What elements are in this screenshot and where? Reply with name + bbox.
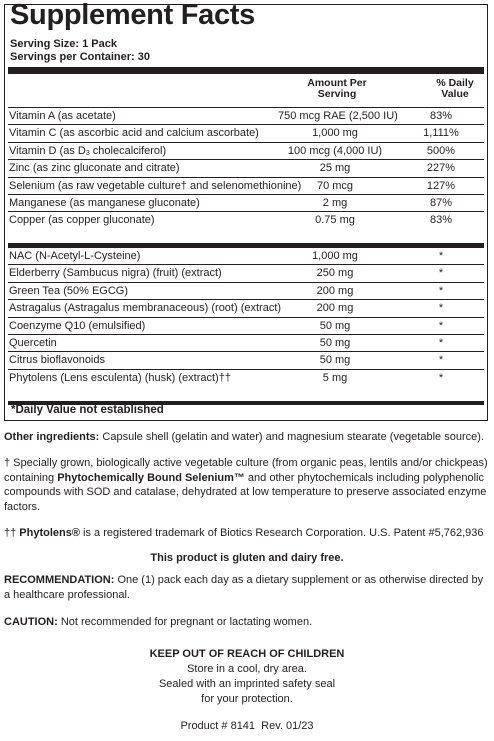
nutrient-row (8, 177, 484, 195)
supplement-facts-panel (4, 0, 488, 421)
dagger-text-start: † Specially grown, biologically active vegetable culture (from organic peas, lentils and/or chickpeas) containing (4, 457, 488, 484)
nutrient-daily-value: * (438, 354, 444, 367)
nutrient-daily-value: * (438, 371, 444, 384)
ddagger-text: is a registered trademark of Biotics Research Corporation. U.S. Patent #5,762,936 (79, 527, 484, 539)
nutrient-daily-value: 83% (429, 110, 453, 122)
recommendation-text: One (1) pack each day as a dietary supplement or as otherwise directed by a healthcare professional. (4, 574, 484, 601)
nutrient-amount: 70 mcg (316, 179, 354, 192)
amount-per-serving-header (297, 78, 377, 100)
nutrient-daily-value: 87% (429, 197, 453, 209)
serving-size: Serving Size: 1 Pack (10, 38, 117, 50)
amount-header-line2: Serving (317, 88, 357, 100)
nutrient-amount: 50 mg (319, 337, 351, 349)
servings-per-container: Servings per Container: 30 (10, 51, 150, 63)
recommendation (4, 573, 490, 602)
nutrient-name: Vitamin D (as $D_3$ cholecalciferol) (9, 144, 167, 157)
keep-out-of-reach-heading: KEEP OUT OF REACH OF CHILDREN (149, 648, 345, 660)
storage-line-2: Sealed with an imprinted safety seal (158, 678, 336, 690)
nutrient-name: Quercetin (9, 337, 57, 349)
caution (4, 615, 490, 630)
dagger-bold: Phytochemically Bound Selenium™ (57, 471, 245, 484)
nutrient-name: NAC (N-Acetyl-L-Cysteine) (9, 250, 141, 262)
nutrient-name: Vitamin C (as ascorbic acid and calcium ascorbate) (9, 127, 259, 140)
storage-line-1: Store in a cool, dry area. (187, 663, 307, 675)
nutrient-name: Coenzyme Q10 (emulsified) (9, 319, 146, 332)
nutrient-amount: 25 mg (319, 162, 351, 175)
nutrient-amount: 2 mg (322, 197, 348, 209)
nutrient-amount: 1,000 mg (312, 250, 358, 262)
nutrient-row (8, 107, 484, 125)
nutrient-row (8, 282, 484, 300)
nutrient-name: Phytolens (Lens esculenta) (husk) (extract)†† (9, 371, 231, 384)
nutrient-daily-value: 500% (426, 144, 456, 157)
recommendation-label: RECOMMENDATION: (4, 574, 115, 586)
nutrient-amount: 50 mg (319, 354, 351, 367)
nutrient-name: Copper (as copper gluconate) (9, 214, 155, 227)
nutrient-name: Elderberry (Sambucus nigra) (fruit) (extract) (9, 267, 222, 280)
nutrient-amount: 1,000 mg (312, 127, 358, 140)
nutrient-amount: 250 mg (316, 267, 354, 280)
nutrient-row (8, 317, 484, 335)
product-number-revision: Product # 8141 Rev. 01/23 (180, 720, 314, 732)
thick-divider (8, 67, 484, 74)
caution-text: Not recommended for pregnant or lactating women. (57, 616, 313, 628)
nutrient-row (8, 211, 484, 229)
nutrient-daily-value: * (438, 302, 444, 315)
nutrient-daily-value: 83% (429, 214, 453, 227)
nutrient-amount: 0.75 mg (315, 214, 355, 227)
ddagger-bold: Phytolens® (19, 527, 80, 539)
dv-header-line1: % Daily (436, 77, 474, 89)
nutrient-name: Green Tea (50% EGCG) (9, 284, 129, 297)
nutrient-row (8, 194, 484, 212)
nutrient-amount: 750 mcg RAE (2,500 IU) (278, 110, 398, 122)
other-ingredients-text: Capsule shell (gelatin and water) and magnesium stearate (vegetable source). (99, 431, 484, 443)
nutrient-daily-value: 1,111% (423, 127, 459, 140)
panel-title: Supplement Facts (10, 0, 255, 31)
caution-label: CAUTION: (4, 616, 58, 628)
nutrient-row (8, 142, 484, 160)
nutrient-daily-value: * (438, 250, 444, 262)
nutrient-name: Manganese (as manganese gluconate) (9, 197, 200, 209)
nutrient-daily-value: 227% (426, 162, 456, 175)
nutrient-row (8, 334, 484, 352)
nutrient-amount: 100 mcg (4,000 IU) (287, 144, 383, 157)
nutrient-amount: 200 mg (316, 284, 354, 297)
ddagger-mark: †† (4, 527, 20, 539)
nutrient-row (8, 351, 484, 369)
nutrient-daily-value: * (438, 337, 444, 349)
dagger-footnote (4, 456, 490, 514)
nutrient-name: Citrus bioflavonoids (9, 354, 105, 367)
nutrient-daily-value: 127% (426, 179, 456, 192)
nutrient-name: Vitamin A (as acetate) (9, 110, 116, 122)
dagger-text-end: and other phytochemicals including polyphenolic compounds with SOD and catalase, dehydrated at low temperature to preserve associated enzyme factors. (4, 471, 487, 513)
nutrient-daily-value: * (438, 267, 444, 280)
nutrient-daily-value: * (438, 284, 444, 297)
nutrient-row (8, 247, 484, 265)
dv-header-line2: Value (441, 88, 469, 100)
nutrient-amount: 50 mg (319, 319, 351, 332)
nutrient-name: Astragalus (Astragalus membranaceous) (root) (extract) (9, 302, 282, 315)
daily-value-header (413, 78, 494, 100)
storage-line-3: for your protection. (201, 693, 293, 705)
nutrient-daily-value: * (438, 319, 444, 332)
nutrient-row (8, 124, 484, 142)
other-ingredients-label: Other ingredients: (4, 431, 100, 443)
daily-value-footnote: *Daily Value not established (11, 404, 164, 416)
nutrient-name: Selenium (as raw vegetable culture† and selenomethionine) (9, 179, 302, 192)
nutrient-row (8, 369, 484, 387)
gluten-dairy-free-note: This product is gluten and dairy free. (150, 552, 344, 564)
amount-header-line1: Amount Per (307, 77, 367, 89)
other-ingredients (4, 430, 490, 445)
nutrient-name: Zinc (as zinc gluconate and citrate) (9, 162, 180, 175)
nutrient-row (8, 159, 484, 177)
nutrient-amount: 200 mg (316, 302, 354, 315)
nutrient-row (8, 264, 484, 282)
nutrient-row (8, 299, 484, 317)
double-dagger-footnote (4, 526, 490, 541)
nutrient-amount: 5 mg (322, 371, 348, 384)
